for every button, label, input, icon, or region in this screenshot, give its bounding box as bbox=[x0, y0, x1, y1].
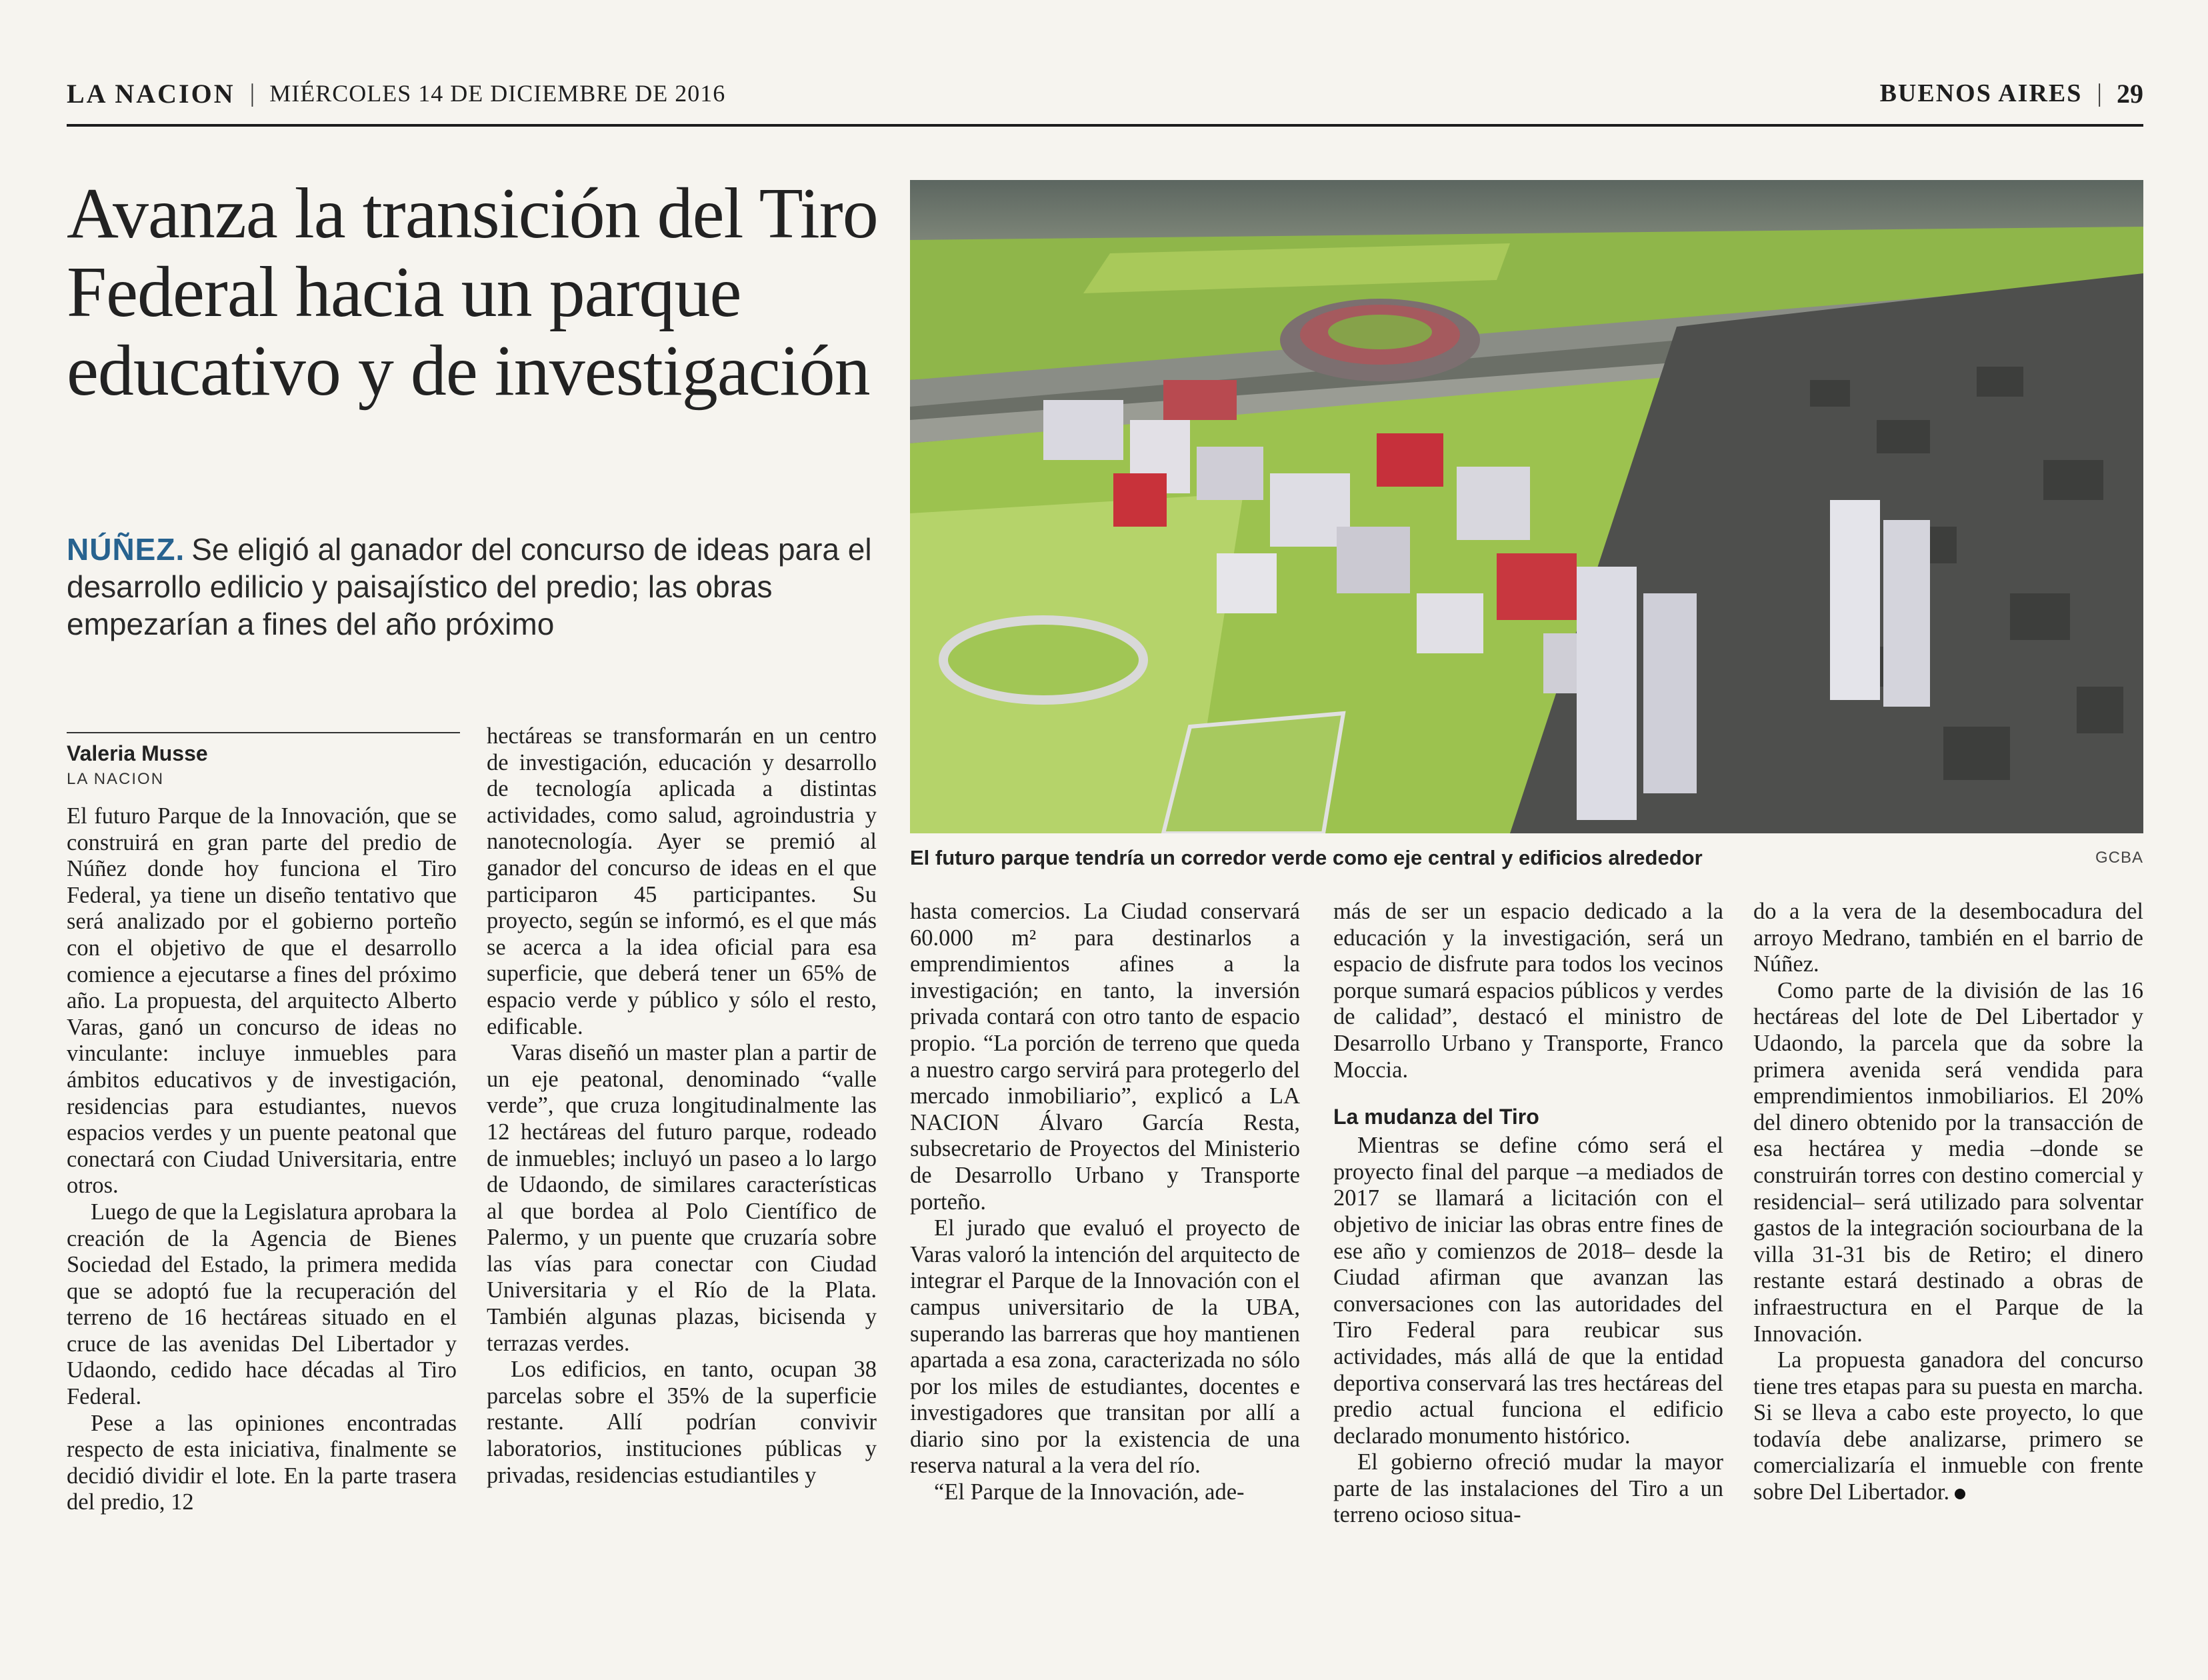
kicker-text: Se eligió al ganador del concurso de ideas para el desarrollo edilicio y paisajístico del predio; las obras empezarían a fines del año próximo bbox=[67, 532, 872, 641]
byline-rule bbox=[67, 732, 460, 733]
final-paragraph-text: La propuesta ganadora del concurso tiene tres etapas para su puesta en marcha. Si se lleva a cabo este proyecto, lo que todavía debe analizarse, primero se comercializaría el inmueble con frente sobre Del Libertador. bbox=[1753, 1347, 2143, 1505]
headline: Avanza la transición del Tiro Federal hacia un parque educativo y de investigación bbox=[67, 174, 878, 411]
paragraph: Varas diseñó un master plan a partir de un eje peatonal, denominado “valle verde”, que cruza longitudinalmente las 12 hectáreas del futuro parque, rodeado de inmuebles; incluyó un paseo a lo largo de Udaondo, de similares características al que bordea al Polo Científico de Palermo, y un puente que cruzaría sobre las vías para conectar con Ciudad Universitaria y el Río de la Plata. También algunas plazas, bicisenda y terrazas verdes. bbox=[487, 1040, 877, 1356]
paragraph: más de ser un espacio dedicado a la educación y la investigación, será un espacio de disfrute para todos los vecinos porque sumará espacios públicos y verdes de calidad”, destacó el ministro de Desarrollo Urbano y Transporte, Franco Moccia. bbox=[1333, 899, 1723, 1083]
page-header bbox=[67, 73, 2143, 113]
photo-caption: El futuro parque tendría un corredor verde como eje central y edificios alrededor bbox=[910, 846, 1703, 869]
paragraph: El jurado que evaluó el proyecto de Varas valoró la intención del arquitecto de integrar el Parque de la Innovación con el campus universitario de la UBA, superando las barreras que hoy mantienen apartada a esa zona, caracterizada no sólo por los miles de estudiantes, docentes e investigadores que transitan por allí a diario sino por la existencia de una reserva natural a la vera del río. bbox=[910, 1215, 1300, 1479]
header-rule bbox=[67, 124, 2143, 127]
paragraph: hasta comercios. La Ciudad conservará 60.000 m² para destinarlos a emprendimientos afines a la investigación; en tanto, la inversión privada contará con otro tanto de espacio propio. “La porción de terreno que queda a nuestro cargo servirá para protegerlo del mercado inmobiliario”, explicó a LA NACION Álvaro García Resta, subsecretario de Proyectos del Ministerio de Desarrollo Urbano y Transporte porteño. bbox=[910, 899, 1300, 1215]
paragraph: Como parte de la división de las 16 hectáreas del lote de Del Libertador y Udaondo, la parcela que da sobre la primera avenida será vendida para emprendimientos inmobiliarios. El 20% del dinero obtenido por la transacción de esa hectárea y media –donde se construirán torres con destino comercial y residencial– será utilizado para solventar gastos de la integración sociourbana de la villa 31-31 bis de Retiro; el dinero restante estará destinado a obras de infraestructura en el Parque de la Innovación. bbox=[1753, 977, 2143, 1347]
kicker bbox=[67, 531, 887, 643]
author-outlet: LA NACION bbox=[67, 770, 165, 788]
article-column-1 bbox=[67, 803, 457, 1670]
paragraph: Los edificios, en tanto, ocupan 38 parcelas sobre el 35% de la superficie restante. Allí podrían convivir laboratorios, instituciones públicas y privadas, residencias estudiantiles y bbox=[487, 1357, 877, 1488]
article-column-5 bbox=[1753, 899, 2143, 1672]
header-right bbox=[1880, 78, 2143, 109]
paragraph: Luego de que la Legislatura aprobara la creación de la Agencia de Bienes Sociedad del Estado, la primera medida que se adoptó fue la recuperación del terreno de 16 hectáreas situado en el cruce de las avenidas Del Libertador y Udaondo, cedido hace décadas al Tiro Federal. bbox=[67, 1199, 457, 1410]
article-column-2 bbox=[487, 723, 877, 1670]
kicker-tag: NÚÑEZ. bbox=[67, 532, 185, 567]
masthead: LA NACION bbox=[67, 78, 235, 109]
photo-credit: GCBA bbox=[2095, 849, 2143, 867]
aerial-rendering-illustration bbox=[910, 180, 2143, 833]
dateline: MIÉRCOLES 14 DE DICIEMBRE DE 2016 bbox=[269, 80, 726, 107]
header-left bbox=[67, 78, 725, 109]
paragraph: Mientras se define cómo será el proyecto final del parque –a mediados de 2017 se llamará a licitación con el objetivo de iniciar las obras entre fines de ese año y comienzos de 2018– desde la Ciudad afirman que avanzan las conversaciones con las autoridades del Tiro Federal para reubicar sus actividades, más allá de que la entidad deportiva conservará las tres hectáreas del predio actual funciona el edificio declarado monumento histórico. bbox=[1333, 1133, 1723, 1449]
header-separator: | bbox=[2097, 79, 2102, 107]
author-name: Valeria Musse bbox=[67, 741, 208, 765]
article-column-4 bbox=[1333, 899, 1723, 1672]
header-separator: | bbox=[249, 79, 255, 107]
paragraph: hectáreas se transformarán en un centro de investigación, educación y desarrollo de tecnología aplicada a distintas actividades, como salud, agroindustria y nanotecnología. Ayer se premió al ganador del concurso de ideas en el que participaron 45 participantes. Su proyecto, según se informó, es el que más se acerca a la idea oficial para esa superficie, que deberá tener un 65% de espacio verde y público y sólo el resto, edificable. bbox=[487, 723, 877, 1039]
article-column-3 bbox=[910, 899, 1300, 1672]
paragraph: do a la vera de la desembocadura del arroyo Medrano, también en el barrio de Núñez. bbox=[1753, 899, 2143, 977]
end-mark-icon bbox=[1955, 1489, 1965, 1499]
paragraph: El futuro Parque de la Innovación, que se construirá en gran parte del predio de Núñez donde hoy funciona el Tiro Federal, ya tiene un diseño tentativo que será analizado por el gobierno porteño con el objetivo de que el desarrollo comience a ejecutarse a fines del próximo año. La propuesta, del arquitecto Alberto Varas, ganó un concurso de ideas no vinculante: incluye inmuebles para ámbitos educativos y de investigación, residencias para estudiantes, nuevos espacios verdes y un puente peatonal que conectará con Ciudad Universitaria, entre otros. bbox=[67, 803, 457, 1199]
photo-caption-row bbox=[910, 841, 2143, 875]
byline bbox=[67, 741, 460, 789]
paragraph: Pese a las opiniones encontradas respecto de esta iniciativa, finalmente se decidió dividir el lote. En la parte trasera del predio, 12 bbox=[67, 1410, 457, 1515]
section-name: BUENOS AIRES bbox=[1879, 79, 2083, 107]
page-number: 29 bbox=[2117, 78, 2143, 109]
paragraph: El gobierno ofreció mudar la mayor parte de las instalaciones del Tiro a un terreno ocioso situa- bbox=[1333, 1449, 1723, 1528]
paragraph bbox=[1753, 1347, 2143, 1506]
paragraph: “El Parque de la Innovación, ade- bbox=[934, 1479, 1245, 1505]
article-photo bbox=[910, 180, 2143, 833]
subhead: La mudanza del Tiro bbox=[1333, 1105, 1539, 1129]
